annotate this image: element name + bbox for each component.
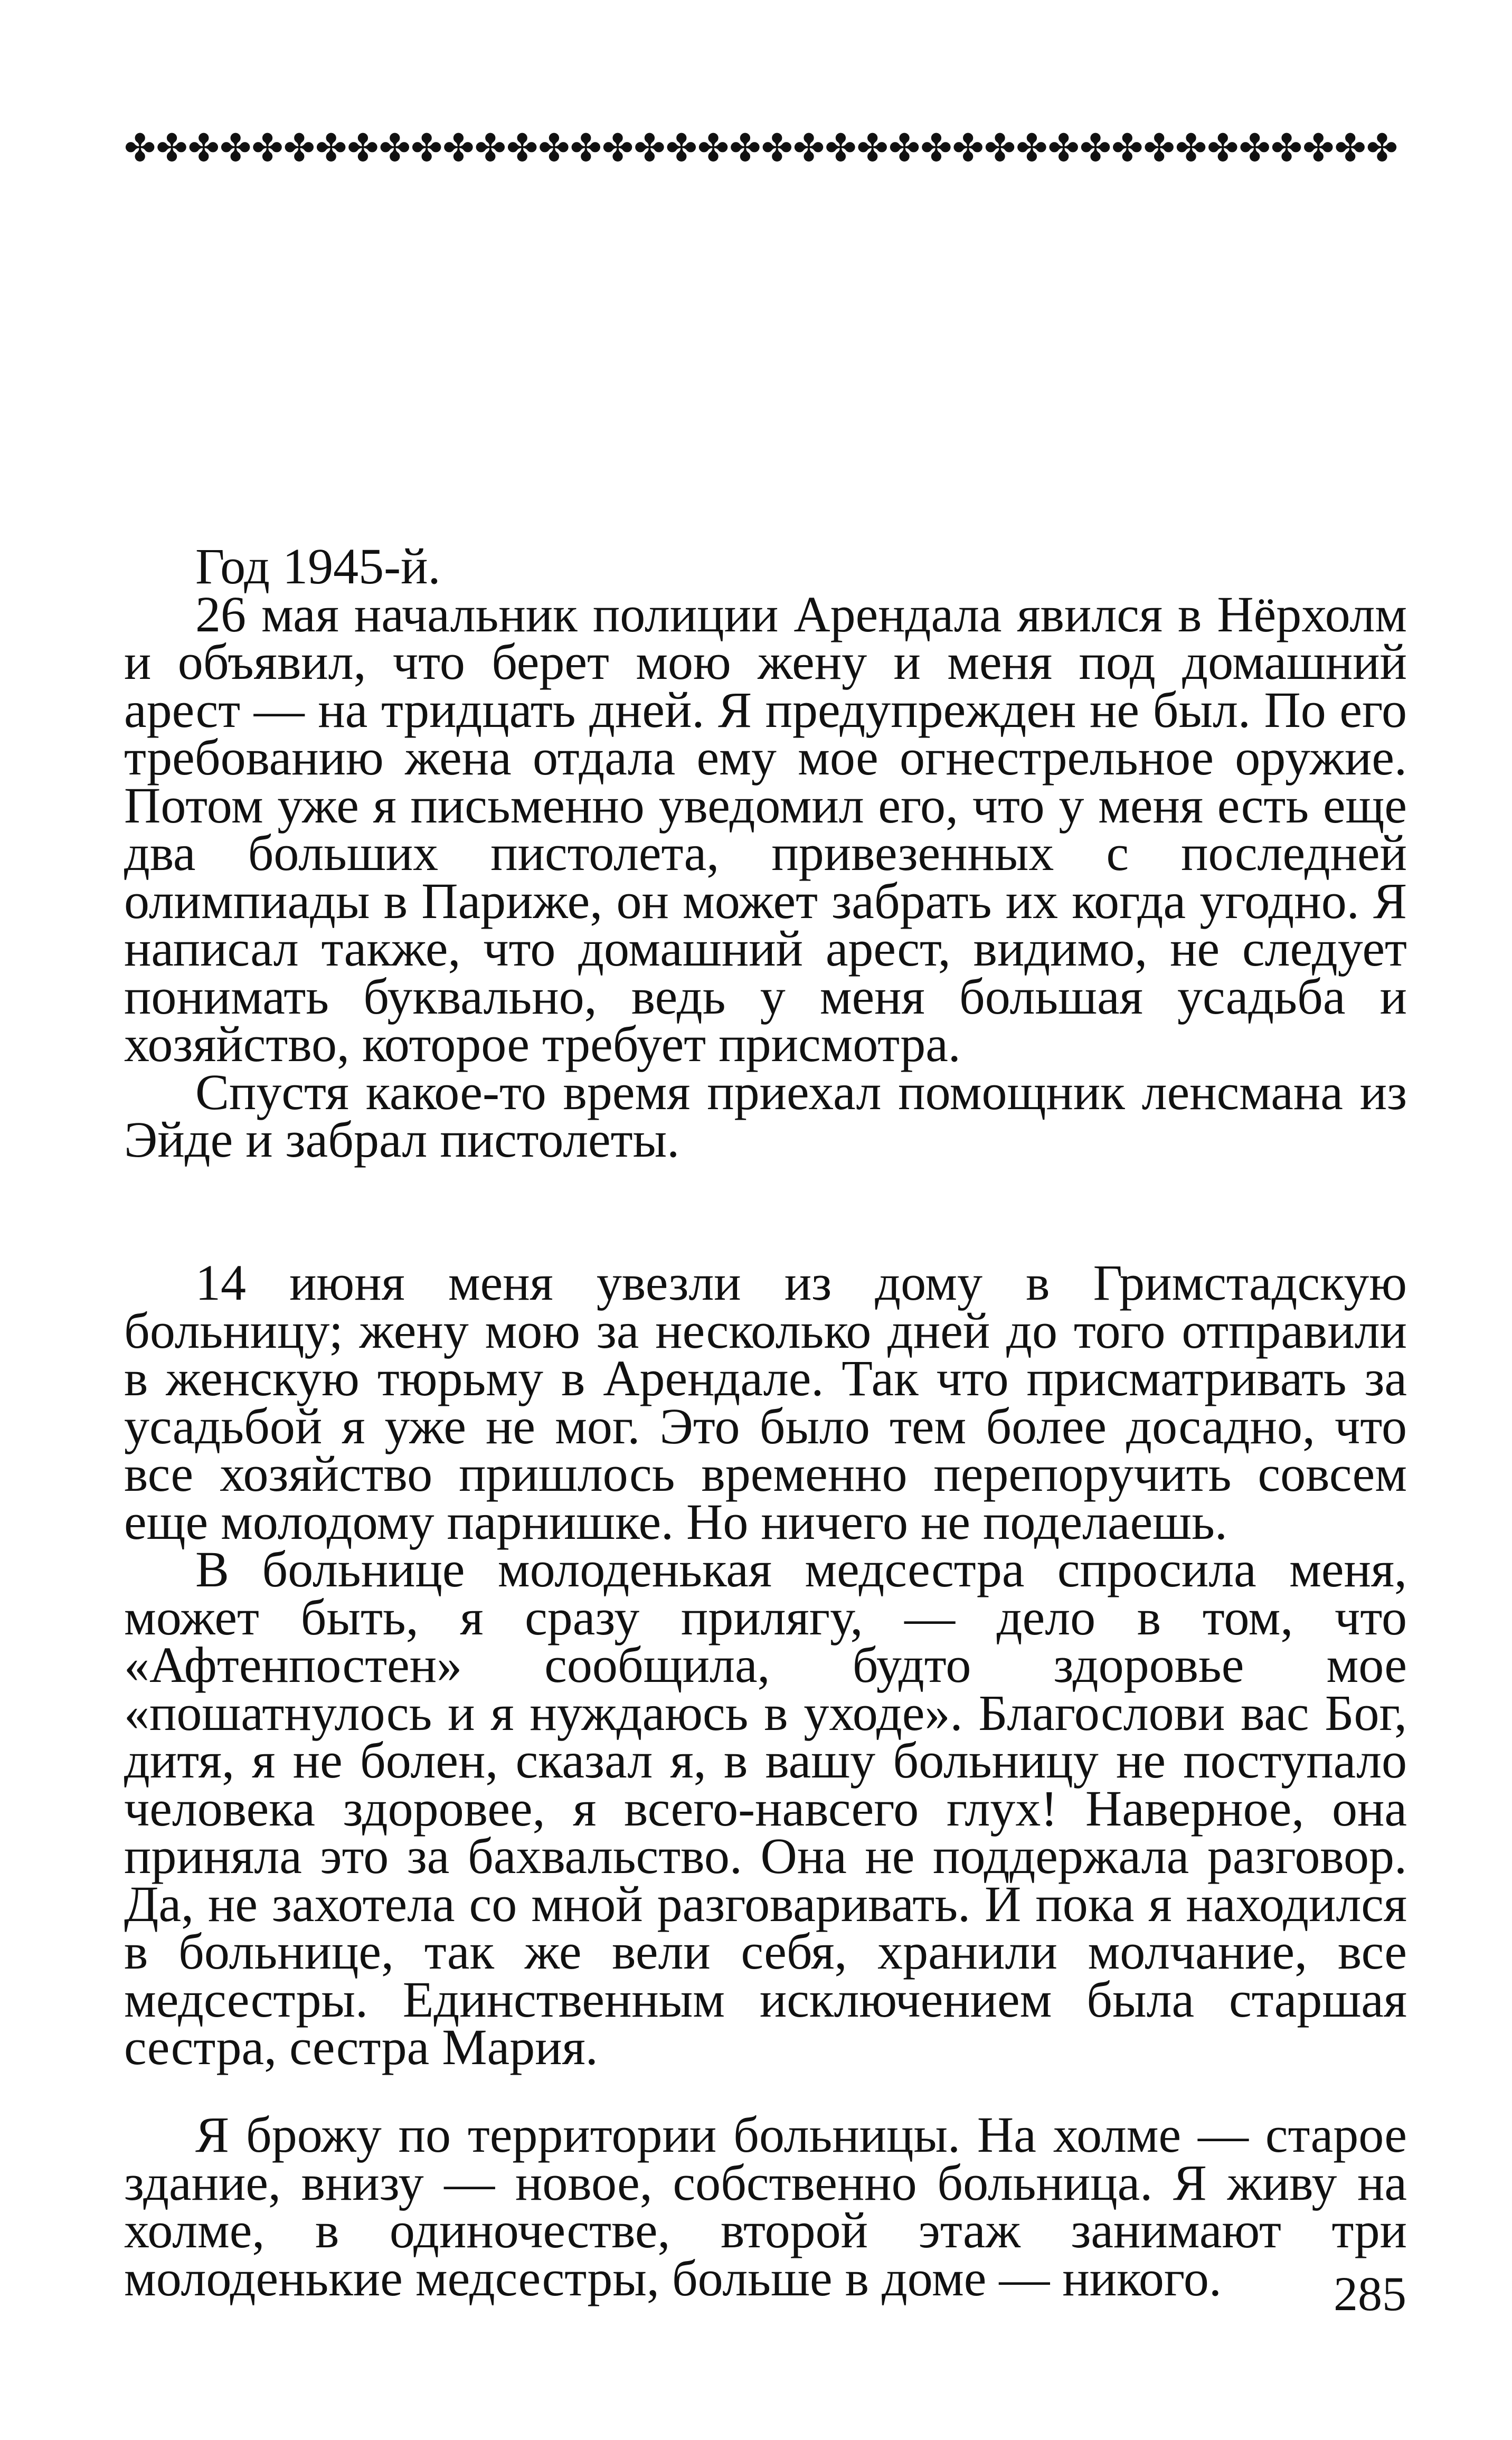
text-section-1 — [124, 538, 1407, 1168]
paragraph: 14 июня меня увезли из дому в Гримстадскую больницу; жену мою за несколько дней до того отправили в женскую тюрьму в Арендале. Так что присматривать за усадьбой я уже не мог. Это было тем более досадно, что все хозяйство пришлось временно перепоручить совсем еще молодому парнишке. Но ничего не поделаешь. — [124, 1254, 1407, 1550]
paragraph: Год 1945-й. — [195, 538, 441, 594]
paragraph: Спустя какое-то время приехал помощник ленсмана из Эйде и забрал пистолеты. — [124, 1063, 1407, 1168]
ornamental-header-rule: ✤✤✤✤✤✤✤✤✤✤✤✤✤✤✤✤✤✤✤✤✤✤✤✤✤✤✤✤✤✤✤✤✤✤✤✤✤✤✤✤ — [124, 126, 1398, 170]
paragraph: 26 мая начальник полиции Арендала явился в Нёрхолм и объявил, что берет мою жену и меня под домашний арест — на тридцать дней. Я предупрежден не был. По его требованию жена отдала ему мое огнестрельное оружие. Потом уже я письменно уведомил его, что у меня есть еще два больших пистолета, привезенных с последней олимпиады в Париже, он может забрать их когда угодно. Я написал также, что домашний арест, видимо, не следует понимать буквально, ведь у меня большая усадьба и хозяйство, которое требует присмотра. — [124, 585, 1407, 1072]
text-section-2 — [124, 1254, 1407, 2075]
text-section-3 — [124, 2106, 1407, 2306]
paragraph: В больнице молоденькая медсестра спросила меня, может быть, я сразу прилягу, — дело в том, что «Афтенпостен» сообщила, будто здоровье мое «пошатнулось и я нуждаюсь в уходе». Благослови вас Бог, дитя, я не болен, сказал я, в вашу больницу не поступало человека здоровее, я всего-навсего глух! Наверное, она приняла это за бахвальство. Она не поддержала разговор. Да, не захотела со мной разговаривать. И пока я находился в больнице, так же вели себя, хранили молчание, все медсестры. Единственным исключением была старшая сестра, сестра Мария. — [124, 1541, 1407, 2075]
paragraph: Я брожу по территории больницы. На холме — старое здание, внизу — новое, собственно больница. Я живу на холме, в одиночестве, второй этаж занимают три молоденькие медсестры, больше в доме — никого. — [124, 2106, 1407, 2306]
page-number: 285 — [1334, 2267, 1406, 2321]
